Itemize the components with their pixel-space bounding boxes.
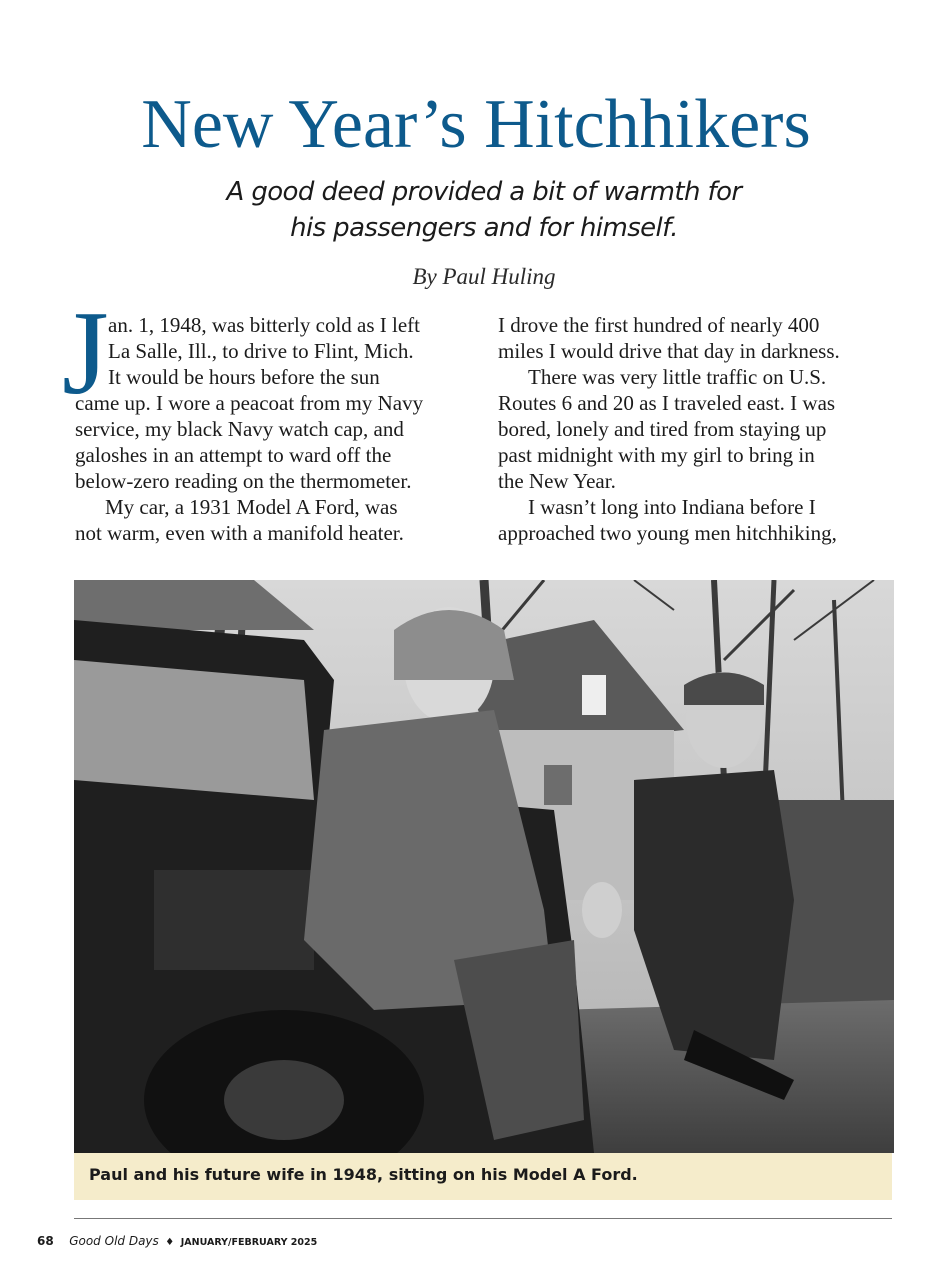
- car-grille: [154, 870, 314, 970]
- issue-date: JANUARY/FEBRUARY 2025: [180, 1237, 318, 1248]
- left-line-4: came up. I wore a peacoat from my Navy: [75, 391, 424, 415]
- right-line-1: I drove the first hundred of nearly 400: [498, 313, 820, 337]
- right-line-8: I wasn’t long into Indiana before I: [528, 495, 816, 519]
- page-number: 68: [37, 1234, 54, 1248]
- house-upper-window: [582, 675, 606, 715]
- left-column: [75, 312, 475, 546]
- subtitle-line-2: his passengers and for himself.: [290, 213, 678, 243]
- diamond-separator: ♦: [165, 1237, 175, 1248]
- right-line-2: miles I would drive that day in darkness.: [498, 339, 840, 363]
- article-subtitle: [120, 174, 848, 246]
- subtitle-line-1: A good deed provided a bit of warmth for: [226, 177, 742, 207]
- left-line-1: an. 1, 1948, was bitterly cold as I left: [108, 313, 421, 337]
- car-hubcap: [224, 1060, 344, 1140]
- left-line-2: La Salle, Ill., to drive to Flint, Mich.: [108, 339, 414, 363]
- left-line-7: below-zero reading on the thermometer.: [75, 469, 412, 493]
- article-photo: [74, 580, 894, 1153]
- right-line-9: approached two young men hitchhiking,: [498, 521, 837, 545]
- photo-illustration: [74, 580, 894, 1153]
- car-headlight: [582, 882, 622, 938]
- page-footer: [37, 1233, 317, 1249]
- right-line-3: There was very little traffic on U.S.: [528, 365, 827, 389]
- left-line-5: service, my black Navy watch cap, and: [75, 417, 404, 441]
- left-line-3: It would be hours before the sun: [108, 365, 380, 389]
- byline: By Paul Huling: [412, 264, 556, 289]
- left-line-9: not warm, even with a manifold heater.: [75, 521, 404, 545]
- car-windshield: [74, 660, 314, 800]
- left-line-8: My car, a 1931 Model A Ford, was: [105, 495, 398, 519]
- drop-cap: J: [62, 286, 109, 419]
- right-column: [498, 312, 898, 546]
- house-window: [544, 765, 572, 805]
- right-line-5: bored, lonely and tired from staying up: [498, 417, 827, 441]
- footer-rule: [74, 1218, 892, 1219]
- photo-caption: Paul and his future wife in 1948, sitting on his Model A Ford.: [74, 1153, 892, 1200]
- magazine-name: Good Old Days: [69, 1234, 159, 1248]
- right-line-6: past midnight with my girl to bring in: [498, 443, 815, 467]
- right-line-7: the New Year.: [498, 469, 616, 493]
- right-line-4: Routes 6 and 20 as I traveled east. I was: [498, 391, 836, 415]
- article-title: New Year’s Hitchhikers: [141, 86, 811, 163]
- left-line-6: galoshes in an attempt to ward off the: [75, 443, 392, 467]
